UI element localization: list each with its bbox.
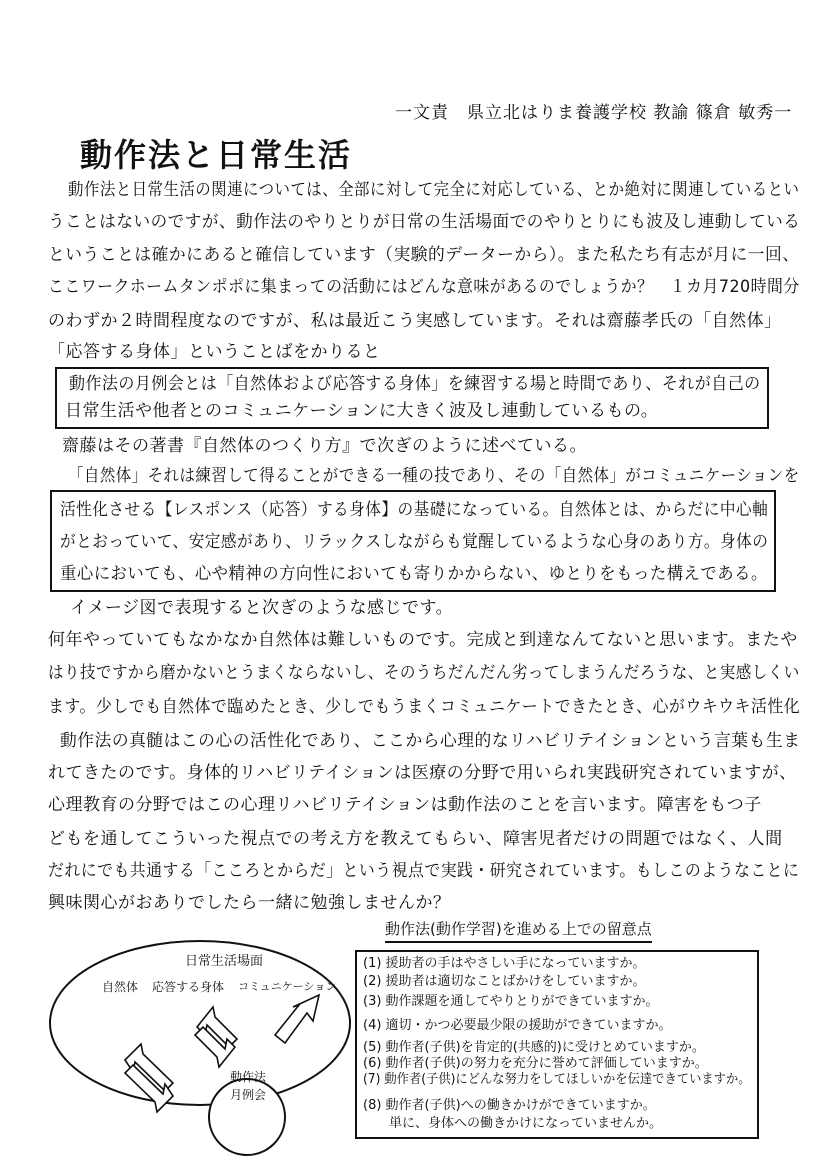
box-line: 活性化させる【レスポンス（応答）する身体】の基礎になっている。自然体とは、からだに中心軸	[60, 500, 769, 520]
point-item: (4) 適切・かつ必要最少限の援助ができていますか。	[363, 1018, 672, 1033]
diagram-label-natural-body: 自然体	[102, 980, 139, 994]
diagram-label-monthly-meeting: 月例会	[230, 1088, 267, 1102]
page-title: 動作法と日常生活	[80, 136, 353, 174]
body-line: どもを通してこういった視点での考え方を教えてもらい、障害児者だけの問題ではなく、人間	[48, 829, 783, 849]
body-line: うことはないのですが、動作法のやりとりが日常の生活場面でのやりとりにも波及し連動している	[48, 212, 801, 232]
diagram-label-dousahou: 動作法	[230, 1070, 267, 1084]
body-line: れてきたのです。身体的リハビリテイションは医療の分野で用いられ実践研究されていますが、	[48, 763, 797, 783]
body-line: 興味関心がおありでしたら一緒に勉強しませんか？	[48, 893, 451, 913]
box-line: がとおっていて、安定感があり、リラックスしながらも覚醒しているような心身のあり方。身体の	[60, 532, 769, 552]
diagram-label-communication: コミュニケーション	[238, 980, 337, 993]
box-line: 重心においても、心や精神の方向性においても寄りかからない、ゆとりをもった構えである。	[60, 564, 768, 584]
image-intro: イメージ図で表現すると次ぎのような感じです。	[70, 598, 454, 618]
body-line: 心理教育の分野ではこの心理リハビリテイションは動作法のことを言います。障害をもつ子	[48, 795, 762, 815]
point-item: (6) 動作者(子供)の努力を充分に誉めて評価していますか。	[363, 1056, 708, 1071]
body-line: 動作法と日常生活の関連については、全部に対して完全に対応している、とか絶対に関連しているとい	[68, 180, 800, 200]
body-line: 「応答する身体」ということばをかりると	[48, 342, 381, 362]
point-item: (3) 動作課題を通してやりとりができていますか。	[363, 994, 659, 1009]
points-box	[355, 950, 759, 1139]
body-line: ここワークホームタンポポに集まっての活動にはどんな意味があるのでしょうか？ １カ月720時間分	[48, 277, 800, 297]
point-item: (2) 援助者は適切なことばかけをしていますか。	[363, 974, 646, 989]
body-line: だれにでも共通する「こころとからだ」という視点で実践・研究されています。もしこのようなことに	[48, 861, 800, 881]
point-item: (5) 動作者(子供)を肯定的(共感的)に受けとめていますか。	[363, 1040, 705, 1055]
arrow-icon	[275, 995, 319, 1043]
definition-box	[55, 367, 769, 429]
diagram-label-responsive-body: 応答する身体	[152, 980, 225, 994]
quote-intro-line: 「自然体」それは練習して得ることができる一種の技であり、その「自然体」がコミュニケーションを	[68, 466, 800, 486]
body-line: 何年やっていてもなかなか自然体は難しいものです。完成と到達なんてないと思います。またや	[48, 630, 798, 650]
quote-box	[50, 490, 776, 592]
body-line: 動作法の真髄はこの心の活性化であり、ここから心理的なリハビリテイションという言葉も生ま	[60, 731, 801, 751]
point-item: (8) 動作者(子供)への働きかけができていますか。	[363, 1098, 656, 1113]
body-line: はり技ですから磨かないとうまくならないし、そのうちだんだん劣ってしまうんだろうな、と実感しくい	[48, 663, 800, 683]
point-item: 単に、身体への働きかけになっていませんか。	[363, 1116, 663, 1131]
body-line: のわずか２時間程度なのですが、私は最近こう実感しています。それは齋藤孝氏の「自然体」	[48, 311, 782, 331]
quote-intro-line: 齋藤はその著書『自然体のつくり方』で次ぎのように述べている。	[62, 436, 587, 456]
box-line: 日常生活や他者とのコミュニケーションに大きく波及し連動しているもの。	[65, 401, 659, 421]
diagram-label-daily-life: 日常生活場面	[185, 954, 264, 969]
body-line: ということは確かにあると確信しています（実験的データーから）。また私たち有志が月に一回、	[48, 245, 800, 265]
point-item: (7) 動作者(子供)にどんな努力をしてほしいかを伝達できていますか。	[363, 1072, 751, 1087]
points-title: 動作法(動作学習)を進める上での留意点	[385, 918, 652, 943]
point-item: (1) 援助者の手はやさしい手になっていますか。	[363, 956, 646, 971]
author-credit: 一文責 県立北はりま養護学校 教諭 篠倉 敏秀一	[395, 103, 793, 123]
body-line: ます。少しでも自然体で臨めたとき、少しでもうまくコミュニケートできたとき、心がウキウキ活性化	[48, 697, 801, 717]
box-line: 動作法の月例会とは「自然体および応答する身体」を練習する場と時間であり、それが自己の	[69, 374, 761, 394]
